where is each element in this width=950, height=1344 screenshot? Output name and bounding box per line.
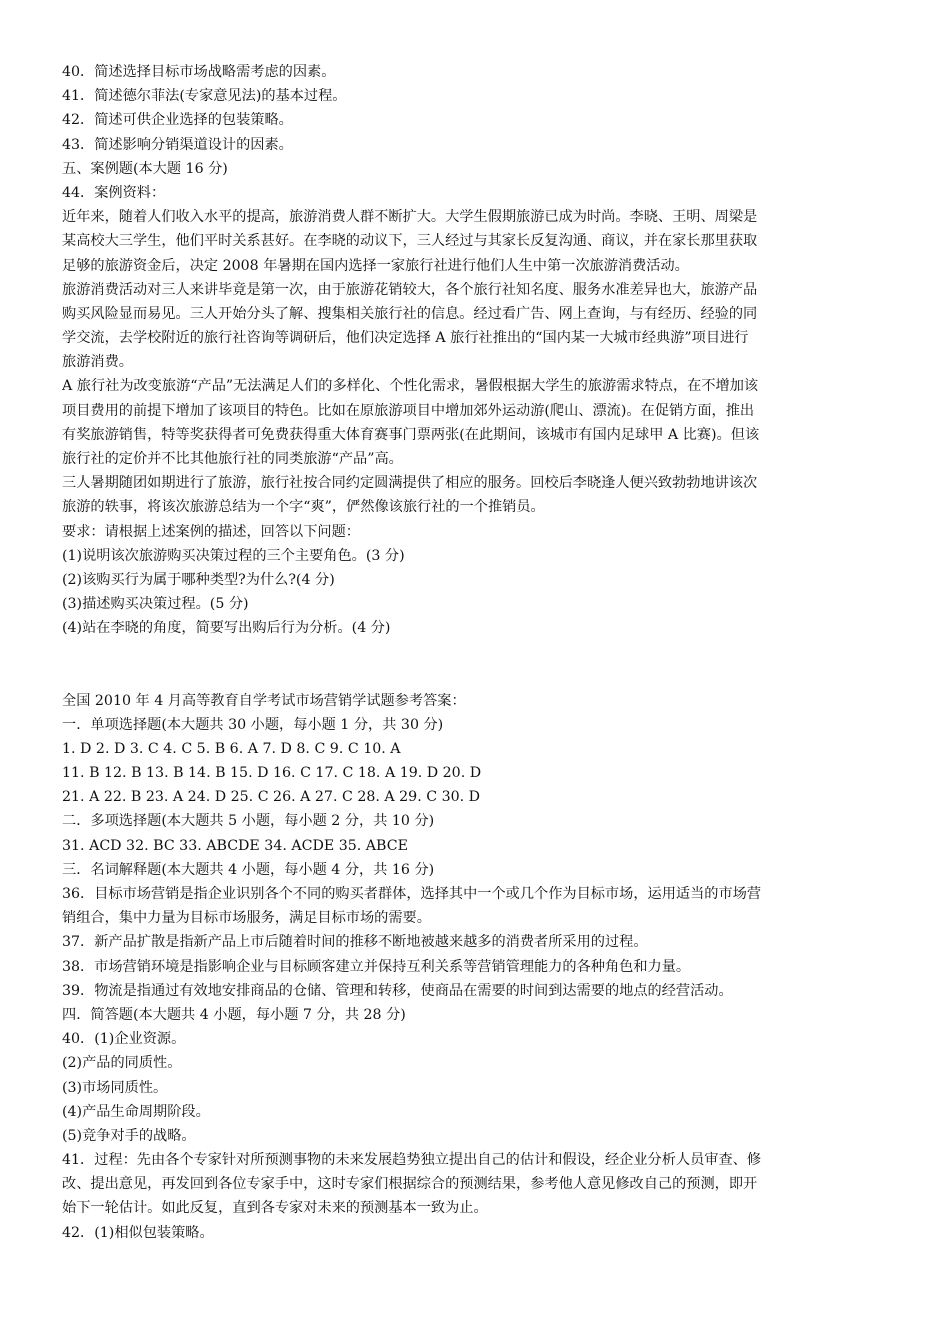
text-line: 42．简述可供企业选择的包装策略。 [62,112,293,129]
text-line: 旅游消费活动对三人来讲毕竟是第一次，由于旅游花销较大，各个旅行社知名度、服务水准差异也大，旅游产品 [62,281,758,298]
text-line: 二．多项选择题(本大题共 5 小题，每小题 2 分，共 10 分) [62,813,435,830]
text-line: 11. B 12. B 13. B 14. B 15. D 16. C 17. C 18. A 19. D 20. D [62,765,482,782]
text-line: 足够的旅游资金后，决定 2008 年暑期在国内选择一家旅行社进行他们人生中第一次旅游消费活动。 [62,257,689,274]
text-line: 1. D 2. D 3. C 4. C 5. B 6. A 7. D 8. C 9. C 10. A [62,740,401,757]
text-line: 始下一轮估计。如此反复，直到各专家对未来的预测基本一致为止。 [62,1200,488,1217]
exam-questions-section [62,60,892,641]
text-line: (3)市场同质性。 [62,1079,168,1096]
text-line: 一．单项选择题(本大题共 30 小题，每小题 1 分，共 30 分) [62,716,444,733]
text-line: 要求：请根据上述案例的描述，回答以下问题： [62,523,360,540]
text-line: 37．新产品扩散是指新产品上市后随着时间的推移不断地被越来越多的消费者所采用的过程。 [62,934,648,951]
text-line: 学交流，去学校附近的旅行社咨询等调研后，他们决定选择 A 旅行社推出的“国内某一大城市经典游”项目进行 [62,330,749,347]
section-gap [62,641,892,689]
text-line: A 旅行社为改变旅游“产品”无法满足人们的多样化、个性化需求，暑假根据大学生的旅游需求特点，在不增加该 [62,378,759,395]
text-line: (4)站在李晓的角度，简要写出购后行为分析。(4 分) [62,620,391,637]
text-line: 三．名词解释题(本大题共 4 小题，每小题 4 分，共 16 分) [62,861,435,878]
text-line: 41．过程：先由各个专家针对所预测事物的未来发展趋势独立提出自己的估计和假设，经企业分析人员审查、修 [62,1152,762,1169]
text-line: 42．(1)相似包装策略。 [62,1224,214,1241]
text-line: 39．物流是指通过有效地安排商品的仓储、管理和转移，使商品在需要的时间到达需要的地点的经营活动。 [62,982,733,999]
text-line: 36．目标市场营销是指企业识别各个不同的购买者群体，选择其中一个或几个作为目标市场，运用适当的市场营 [62,886,762,902]
text-line: 项目费用的前提下增加了该项目的特色。比如在原旅游项目中增加郊外运动游(爬山、漂流)。在促销方面，推出 [62,402,755,419]
text-line: 38．市场营销环境是指影响企业与目标顾客建立并保持互利关系等营销管理能力的各种角色和力量。 [62,958,691,975]
text-line: (2)产品的同质性。 [62,1055,182,1072]
text-line: (2)该购买行为属于哪种类型?为什么?(4 分) [62,571,335,588]
text-line: 有奖旅游销售，特等奖获得者可免费获得重大体育赛事门票两张(在此期间，该城市有国内足球甲 A 比赛)。但该 [62,426,760,443]
text-line: 销组合，集中力量为目标市场服务，满足目标市场的需要。 [62,910,431,927]
text-line: (3)描述购买决策过程。(5 分) [62,596,249,613]
text-line: 四．简答题(本大题共 4 小题，每小题 7 分，共 28 分) [62,1006,406,1023]
text-line: 旅行社的定价并不比其他旅行社的同类旅游“产品”高。 [62,451,403,467]
text-line: 某高校大三学生，他们平时关系甚好。在李晓的动议下，三人经过与其家长反复沟通、商议，并在家长那里获取 [62,233,758,250]
text-line: (5)竞争对手的战略。 [62,1127,196,1144]
text-column [62,60,892,1245]
text-line: 21. A 22. B 23. A 24. D 25. C 26. A 27. C 28. A 29. C 30. D [62,789,481,806]
text-line: 购买风险显而易见。三人开始分头了解、搜集相关旅行社的信息。经过看广告、网上查询，与有经历、经验的同 [62,305,758,322]
text-line: 43．简述影响分销渠道设计的因素。 [62,136,293,153]
answer-key-section [62,689,892,1245]
text-line: 旅游消费。 [62,354,133,371]
text-line: 五、案例题(本大题 16 分) [62,160,228,177]
text-line: 改、提出意见，再发回到各位专家手中，这时专家们根据综合的预测结果，参考他人意见修改自己的预测，即开 [62,1176,758,1193]
text-line: 31. ACD 32. BC 33. ABCDE 34. ACDE 35. ABCE [62,837,408,854]
text-line: 40．简述选择目标市场战略需考虑的因素。 [62,64,336,80]
text-line: 三人暑期随团如期进行了旅游，旅行社按合同约定圆满提供了相应的服务。回校后李晓逢人便兴致勃勃地讲该次 [62,475,758,492]
text-line: 41．简述德尔菲法(专家意见法)的基本过程。 [62,88,347,105]
text-line: 40．(1)企业资源。 [62,1031,186,1048]
text-line: (1)说明该次旅游购买决策过程的三个主要角色。(3 分) [62,547,405,564]
text-line: 44．案例资料： [62,184,166,201]
text-line: 近年来，随着人们收入水平的提高，旅游消费人群不断扩大。大学生假期旅游已成为时尚。李晓、王明、周梁是 [62,209,758,226]
text-line: (4)产品生命周期阶段。 [62,1103,210,1120]
text-line: 旅游的轶事，将该次旅游总结为一个字“爽”，俨然像该旅行社的一个推销员。 [62,499,545,516]
text-line: 全国 2010 年 4 月高等教育自学考试市场营销学试题参考答案： [62,692,466,709]
